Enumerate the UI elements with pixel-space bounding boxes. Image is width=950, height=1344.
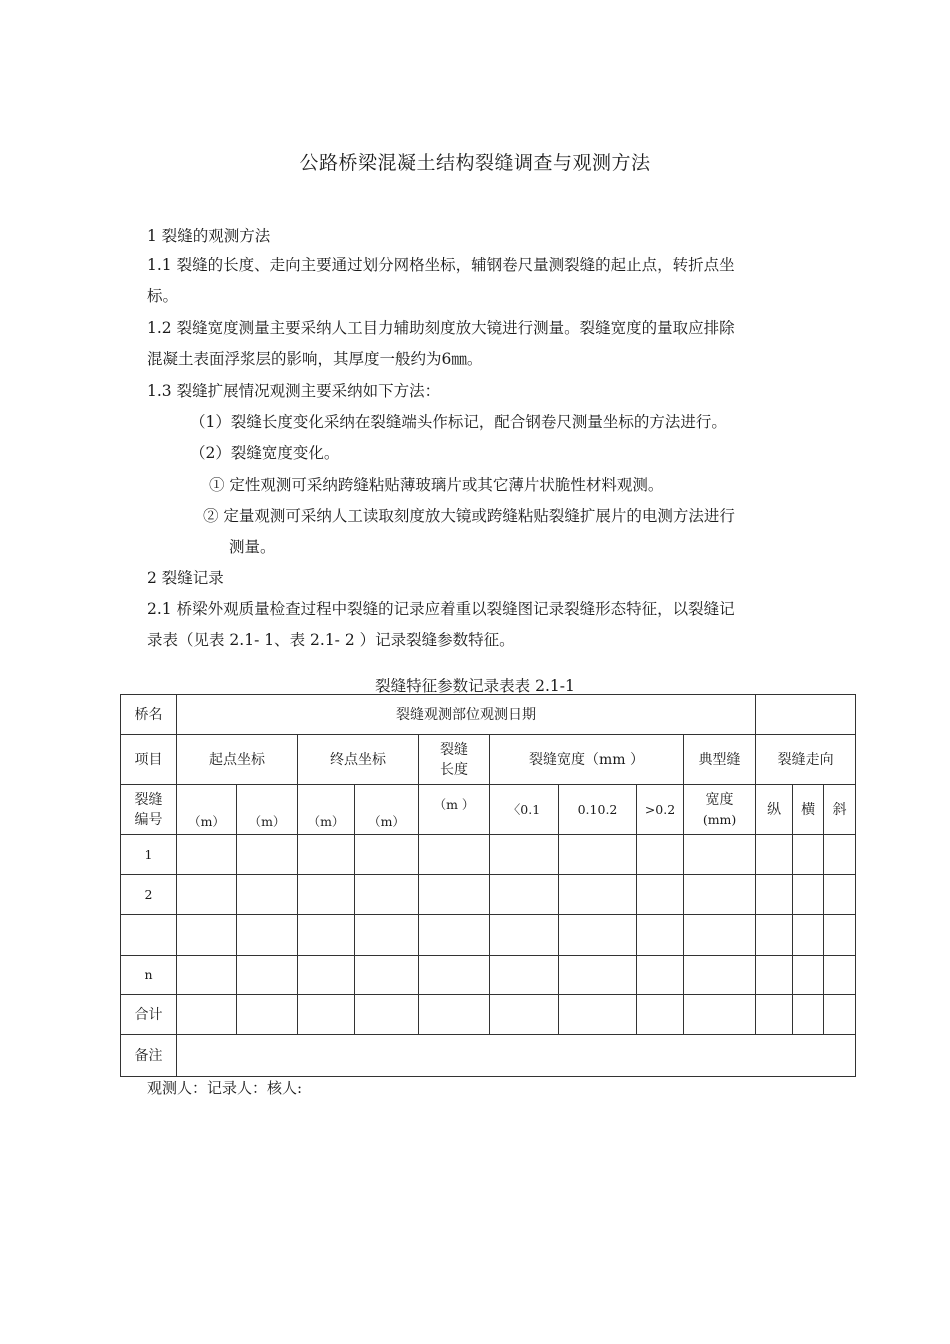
cell-empty (756, 695, 856, 735)
cell-width-gt-02: >0.2 (637, 785, 684, 835)
table-row-remarks (121, 1035, 856, 1077)
cell-remarks: 备注 (121, 1035, 177, 1077)
table-caption: 裂缝特征参数记录表表 2.1-1 (375, 677, 575, 695)
table-row (121, 956, 856, 995)
table-row-total (121, 995, 856, 1035)
item-2: （2）裂缝宽度变化。 (190, 444, 340, 462)
cell-width-01-02: 0.10.2 (559, 785, 637, 835)
para-1-1-line2: 标。 (147, 287, 179, 305)
cell-remarks-value (177, 1035, 856, 1077)
item-circled-2-line2: 测量。 (229, 538, 276, 556)
cell-crack-direction: 裂缝走向 (756, 735, 856, 785)
table-row-header-bridge (121, 695, 856, 735)
cell-unit-m: （m） (298, 785, 355, 835)
cell-item: 项目 (121, 735, 177, 785)
table-row (121, 835, 856, 875)
para-1-2-line2: 混凝土表面浮浆层的影响，其厚度一般约为6㎜。 (147, 350, 483, 368)
para-1-3: 1.3 裂缝扩展情况观测主要采纳如下方法： (147, 382, 441, 400)
cell-row-no: 1 (121, 835, 177, 875)
cell-total: 合计 (121, 995, 177, 1035)
para-2-1-line2: 录表（见表 2.1- 1、表 2.1- 2 ）记录裂缝参数特征。 (147, 631, 515, 649)
cell-row-no (121, 915, 177, 956)
cell-crack-width: 裂缝宽度（mm ） (490, 735, 684, 785)
cell-unit-length: （m ） (419, 785, 490, 835)
item-circled-1: ① 定性观测可采纳跨缝粘贴薄玻璃片或其它薄片状脆性材料观测。 (209, 476, 664, 494)
para-1-1-line1: 1.1 裂缝的长度、走向主要通过划分网格坐标，辅钢卷尺量测裂缝的起止点，转折点坐 (147, 256, 735, 274)
item-circled-2-line1: ② 定量观测可采纳人工读取刻度放大镜或跨缝粘贴裂缝扩展片的电测方法进行 (203, 507, 735, 525)
cell-unit-m: （m） (237, 785, 298, 835)
cell-start-coord: 起点坐标 (177, 735, 298, 785)
table-row-header-units (121, 785, 856, 835)
cell-typical-crack: 典型缝 (684, 735, 756, 785)
item-1: （1）裂缝长度变化采纳在裂缝端头作标记，配合钢卷尺测量坐标的方法进行。 (190, 413, 727, 431)
cell-oblique: 斜 (824, 785, 856, 835)
page-title: 公路桥梁混凝土结构裂缝调查与观测方法 (299, 152, 651, 174)
cell-width-lt-01: 〈0.1 (490, 785, 559, 835)
para-1-2-line1: 1.2 裂缝宽度测量主要采纳人工目力辅助刻度放大镜进行测量。裂缝宽度的量取应排除 (147, 319, 735, 337)
para-2-1-line1: 2.1 桥梁外观质量检查过程中裂缝的记录应着重以裂缝图记录裂缝形态特征，以裂缝记 (147, 600, 735, 618)
table-row (121, 875, 856, 915)
signature-line: 观测人：记录人：核人: (147, 1079, 303, 1097)
cell-crack-length: 裂缝 长度 (419, 735, 490, 785)
crack-record-table (120, 694, 856, 1077)
cell-typical-width: 宽度 (mm) (684, 785, 756, 835)
cell-crack-no: 裂缝 编号 (121, 785, 177, 835)
crack-record-table-wrap (120, 694, 856, 1077)
cell-bridge-name: 桥名 (121, 695, 177, 735)
cell-vertical: 纵 (756, 785, 793, 835)
cell-row-no: n (121, 956, 177, 995)
cell-location-date: 裂缝观测部位观测日期 (177, 695, 756, 735)
cell-end-coord: 终点坐标 (298, 735, 419, 785)
section-2-heading: 2 裂缝记录 (147, 569, 224, 587)
cell-unit-m: （m） (177, 785, 237, 835)
cell-row-no: 2 (121, 875, 177, 915)
cell-horizontal: 横 (793, 785, 824, 835)
section-1-heading: 1 裂缝的观测方法 (147, 227, 271, 245)
table-row-header-items (121, 735, 856, 785)
cell-unit-m: （m） (355, 785, 419, 835)
table-row (121, 915, 856, 956)
